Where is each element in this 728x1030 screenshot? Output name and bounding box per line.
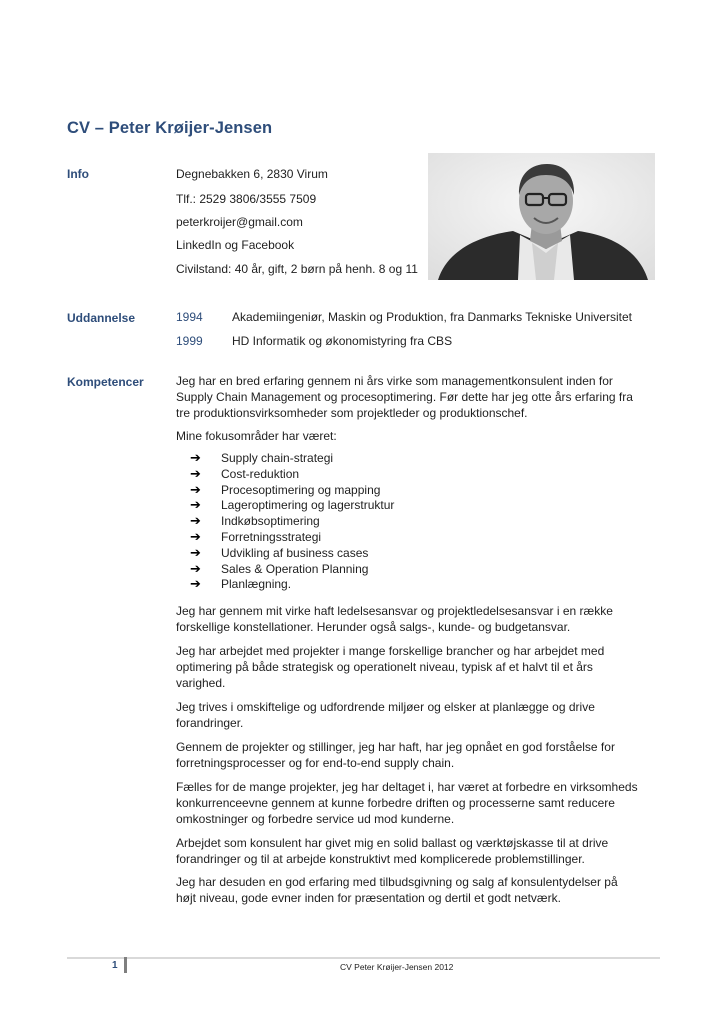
page-title: CV – Peter Krøijer-Jensen xyxy=(67,119,273,137)
profile-photo xyxy=(428,153,655,280)
arrow-right-icon: ➔ xyxy=(190,497,201,513)
text-line: Jeg har arbejdet med projekter i mange forskellige brancher og har arbejdet med xyxy=(176,644,605,658)
text-line: konkurrenceevne gennem at kunne forbedre driften og processerne samt reducere xyxy=(176,796,615,810)
footer-text: CV Peter Krøijer-Jensen 2012 xyxy=(340,962,454,972)
text-line: optimering på både strategisk og operationelt niveau, typisk af et halvt til et års xyxy=(176,660,593,674)
education-year: 1999 xyxy=(176,334,203,348)
footer-divider xyxy=(67,957,660,959)
page-number: 1 xyxy=(112,960,118,971)
info-address: Degnebakken 6, 2830 Virum xyxy=(176,167,328,181)
text-line: Jeg har desuden en god erfaring med tilbudsgivning og salg af konsulentydelser på xyxy=(176,875,618,889)
text-line: Jeg har gennem mit virke haft ledelsesansvar og projektledelsesansvar i en række xyxy=(176,604,613,618)
list-item: ➔ Supply chain-strategi xyxy=(190,450,334,465)
education-year: 1994 xyxy=(176,310,203,324)
list-item: ➔ Forretningsstrategi xyxy=(190,528,322,544)
competences-paragraph xyxy=(176,603,656,635)
arrow-right-icon: ➔ xyxy=(190,450,201,465)
education-degree: HD Informatik og økonomistyring fra CBS xyxy=(232,334,453,348)
arrow-right-icon: ➔ xyxy=(190,465,201,481)
text-line: varighed. xyxy=(176,676,226,690)
competences-paragraph xyxy=(176,779,656,827)
list-item: ➔ Sales & Operation Planning xyxy=(190,560,369,576)
text-line: tre produktionsvirksomheder som projektleder og produktionschef. xyxy=(176,406,528,420)
info-social: LinkedIn og Facebook xyxy=(176,238,295,252)
focus-area-list xyxy=(190,450,394,592)
text-line: Arbejdet som konsulent har givet mig en solid ballast og værktøjskasse til at drive xyxy=(176,836,609,850)
text-line: Fælles for de mange projekter, jeg har deltaget i, har været at forbedre en virksomheds xyxy=(176,780,638,794)
competences-intro xyxy=(176,373,656,421)
list-item: ➔ Indkøbsoptimering xyxy=(190,513,320,529)
list-item: ➔ Procesoptimering og mapping xyxy=(190,481,381,497)
text-line: Jeg har en bred erfaring gennem ni års virke som managementkonsulent inden for xyxy=(176,374,613,388)
arrow-right-icon: ➔ xyxy=(190,576,201,592)
text-line: omkostninger og forbedre service ud mod kunderne. xyxy=(176,812,455,826)
competences-label: Kompetencer xyxy=(67,375,144,389)
list-item: ➔ Planlægning. xyxy=(190,576,292,592)
competences-paragraph xyxy=(176,643,656,691)
focus-intro: Mine fokusområder har været: xyxy=(176,429,337,443)
competences-paragraph xyxy=(176,699,656,731)
list-item: ➔ Cost-reduktion xyxy=(190,465,300,481)
list-item: ➔ Udvikling af business cases xyxy=(190,544,369,560)
arrow-right-icon: ➔ xyxy=(190,481,201,497)
text-line: forskellige konstellationer. Herunder også salgs-, kunde- og budgetansvar. xyxy=(176,620,571,634)
text-line: forandringer og til at arbejde konstruktivt med komplicerede problemstillinger. xyxy=(176,852,585,866)
text-line: Gennem de projekter og stillinger, jeg har haft, har jeg opnået en god forståelse for xyxy=(176,740,615,754)
info-civil-status: Civilstand: 40 år, gift, 2 børn på henh. 8 og 11 xyxy=(176,262,418,276)
text-line: forretningsprocesser og for end-to-end supply chain. xyxy=(176,756,455,770)
info-label: Info xyxy=(67,167,89,181)
arrow-right-icon: ➔ xyxy=(190,560,201,576)
education-degree: Akademiingeniør, Maskin og Produktion, fra Danmarks Tekniske Universitet xyxy=(232,310,632,324)
arrow-right-icon: ➔ xyxy=(190,528,201,544)
footer-separator xyxy=(124,957,127,973)
info-phone: Tlf.: 2529 3806/3555 7509 xyxy=(176,192,317,206)
education-label: Uddannelse xyxy=(67,311,136,325)
text-line: Jeg trives i omskiftelige og udfordrende miljøer og elsker at planlægge og drive xyxy=(176,700,595,714)
competences-paragraph xyxy=(176,835,656,867)
competences-paragraph xyxy=(176,874,656,906)
text-line: højt niveau, gode evner inden for præsentation og dertil et godt netværk. xyxy=(176,891,561,905)
text-line: Supply Chain Management og procesoptimering. Før dette har jeg otte års erfaring fra xyxy=(176,390,633,404)
arrow-right-icon: ➔ xyxy=(190,513,201,529)
list-item: ➔ Lageroptimering og lagerstruktur xyxy=(190,497,395,513)
portrait-image xyxy=(428,153,655,280)
text-line: forandringer. xyxy=(176,716,244,730)
arrow-right-icon: ➔ xyxy=(190,544,201,560)
info-email: peterkroijer@gmail.com xyxy=(176,215,303,229)
competences-paragraph xyxy=(176,739,656,771)
